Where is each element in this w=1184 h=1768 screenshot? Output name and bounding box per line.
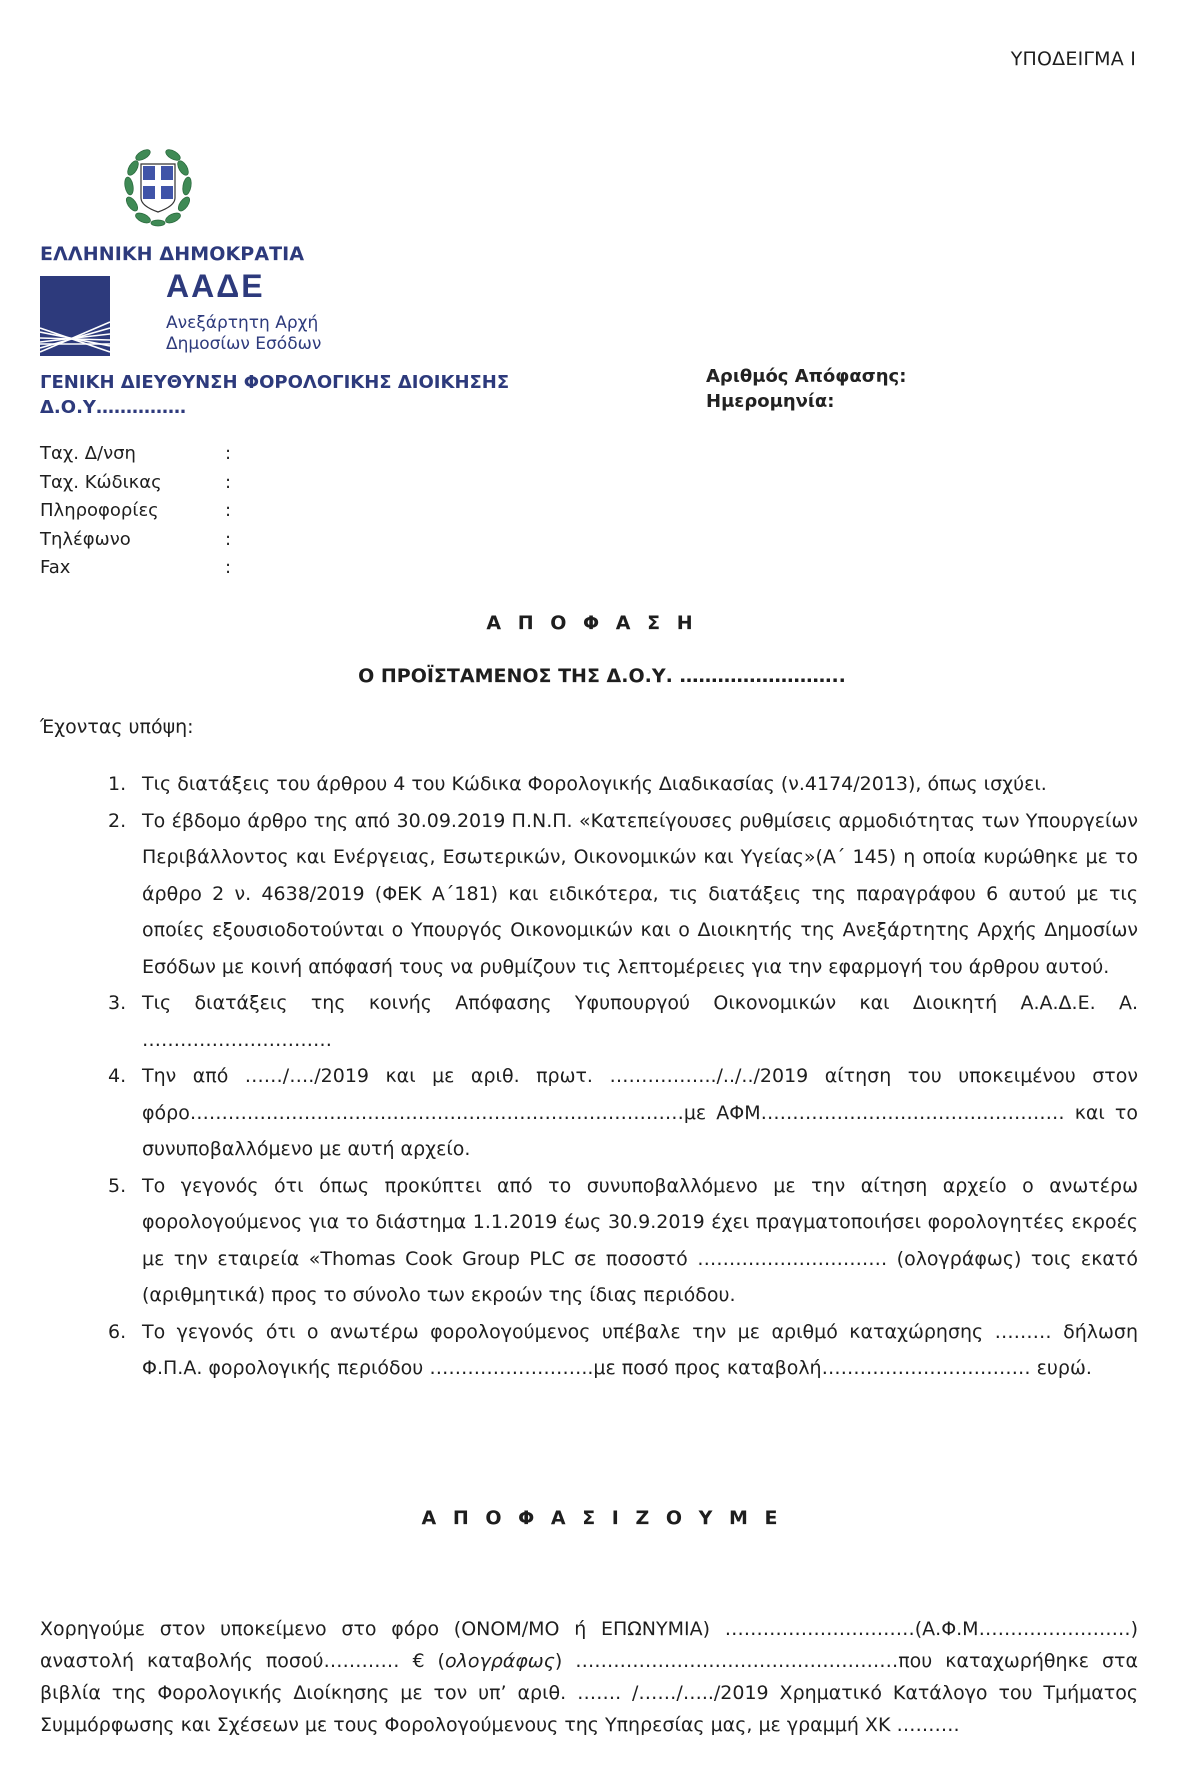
item-text: Τις διατάξεις της κοινής Απόφασης Υφυπουργού Οικονομικών και Διοικητή Α.Α.Δ.Ε. Α. ………………………… <box>142 992 1138 1051</box>
decision-meta <box>706 364 906 414</box>
contact-separator: : <box>225 528 232 550</box>
considerations-intro: Έχοντας υπόψη: <box>40 716 194 738</box>
item-number: 5. <box>108 1174 127 1197</box>
consideration-item <box>108 766 1138 803</box>
general-directorate: ΓΕΝΙΚΗ ΔΙΕΥΘΥΝΣΗ ΦΟΡΟΛΟΓΙΚΗΣ ΔΙΟΙΚΗΣΗΣ <box>40 372 510 393</box>
republic-title: ΕΛΛΗΝΙΚΗ ΔΗΜΟΚΡΑΤΙΑ <box>40 243 305 265</box>
directorate-block <box>40 370 509 420</box>
contact-row <box>40 526 231 555</box>
consideration-item <box>108 1058 1138 1168</box>
contact-separator: : <box>225 443 232 464</box>
decree-text-part2: ) ……………………………………………που καταχωρήθηκε στα βιβλία της Φορολογικής Διοίκησης με τον υπ’ αριθ. ……. /……/…../2019 Χρηματικό Κατάλογο του Τμήματος Συμμόρφωσης και Σχέσεων με τους Φορολογούμενους της Υπηρεσίας μας, με γραμμή ΧΚ ………. <box>40 1650 1139 1736</box>
consideration-item <box>108 1168 1138 1314</box>
contact-separator: : <box>225 557 232 578</box>
contact-separator: : <box>225 471 232 493</box>
contact-separator: : <box>225 500 232 521</box>
date-label: Ημερομηνία: <box>706 391 835 412</box>
aade-name: ΑΑΔΕ <box>166 268 265 304</box>
aade-subtitle-line2: Δημοσίων Εσόδων <box>166 334 322 354</box>
item-text: Την από ……/…./2019 και με αριθ. πρωτ. ……………../../../2019 αίτηση του υποκειμένου στον φόρο……………………………………………………………………με ΑΦΜ………………………………………… και το συνυποβαλλόμενο με αυτή αρχείο. <box>142 1065 1138 1160</box>
contact-row <box>40 440 231 469</box>
aade-subtitle-line1: Ανεξάρτητη Αρχή <box>166 313 319 333</box>
decree-text-italic: ολογράφως <box>444 1650 555 1672</box>
contact-label: Τηλέφωνο <box>40 528 131 550</box>
item-text: Το γεγονός ότι όπως προκύπτει από το συνυποβαλλόμενο με την αίτηση αρχείο ο ανωτέρω φορολογούμενος για το διάστημα 1.1.2019 έως 30.9.2019 έχει πραγματοποιήσει φορολογητέες εκροές με την εταιρεία «Thomas Cook Group PLC σε ποσοστό ………………………… (ολογράφως) τοις εκατό (αριθμητικά) προς το σύνολο των εκροών της ίδιας περιόδου. <box>142 1174 1138 1306</box>
item-number: 1. <box>108 773 127 795</box>
consideration-item <box>108 985 1138 1058</box>
consideration-item <box>108 1314 1138 1387</box>
tax-office: Δ.Ο.Υ…………… <box>40 397 186 418</box>
contact-label: Πληροφορίες <box>40 500 159 521</box>
item-number: 6. <box>108 1320 127 1343</box>
specimen-label: ΥΠΟΔΕΙΓΜΑ Ι <box>1010 48 1136 70</box>
decree-text-part1: Χορηγούμε στον υποκείμενο στο φόρο (ΟΝΟΜ/ΜΟ ή ΕΠΩΝΥΜΙΑ) …………………………(Α.Φ.Μ……………………) αναστολή καταβολής ποσού………… € ( <box>40 1618 1138 1672</box>
aade-logo-icon <box>40 276 110 356</box>
item-text: Το έβδομο άρθρο της από 30.09.2019 Π.Ν.Π. «Κατεπείγουσες ρυθμίσεις αρμοδιότητας των Υπουργείων Περιβάλλοντος και Ενέργειας, Εσωτερικών, Οικονομικών και Υγείας»(Α΄ 145) η οποία κυρώθηκε με το άρθρο 2 ν. 4638/2019 (ΦΕΚ Α΄181) και ειδικότερα, τις διατάξεις της παραγράφου 6 αυτού με τις οποίες εξουσιοδοτούνται ο Υπουργός Οικονομικών και ο Διοικητής της Ανεξάρτητης Αρχής Δημοσίων Εσόδων με κοινή απόφασή τους να ρυθμίζουν τις λεπτομέρειες για την εφαρμογή του άρθρου αυτού. <box>142 809 1138 978</box>
contact-label: Ταχ. Κώδικας <box>40 471 162 493</box>
contact-row <box>40 469 231 498</box>
decision-number-label: Αριθμός Απόφασης: <box>706 366 907 387</box>
item-number: 4. <box>108 1065 127 1087</box>
item-number: 2. <box>108 809 127 832</box>
consideration-item <box>108 803 1138 986</box>
decision-heading: Α Π Ο Φ Α Σ Ι Ζ Ο Υ Μ Ε <box>421 1507 783 1529</box>
item-text: Το γεγονός ότι ο ανωτέρω φορολογούμενος υπέβαλε την με αριθμό καταχώρησης ……… δήλωση Φ.Π.Α. φορολογικής περιόδου ……………………..με ποσό προς καταβολή…………………………… ευρώ. <box>142 1320 1138 1379</box>
decree-paragraph <box>40 1613 1138 1741</box>
item-number: 3. <box>108 992 127 1014</box>
issuing-authority: Ο ΠΡΟΪΣΤΑΜΕΝΟΣ ΤΗΣ Δ.Ο.Υ. …………………….. <box>358 665 846 687</box>
contact-row <box>40 497 231 526</box>
contact-label: Ταχ. Δ/νση <box>40 443 136 464</box>
aade-subtitle <box>166 313 321 355</box>
contact-label: Fax <box>40 557 71 578</box>
contact-row <box>40 554 231 583</box>
item-text: Τις διατάξεις του άρθρου 4 του Κώδικα Φορολογικής Διαδικασίας (ν.4174/2013), όπως ισχύει. <box>142 773 1047 795</box>
considerations-list <box>108 766 1138 1387</box>
greek-coat-of-arms-icon <box>121 146 195 228</box>
document-title: Α Π Ο Φ Α Σ Η <box>486 612 698 634</box>
contact-info <box>40 440 231 583</box>
